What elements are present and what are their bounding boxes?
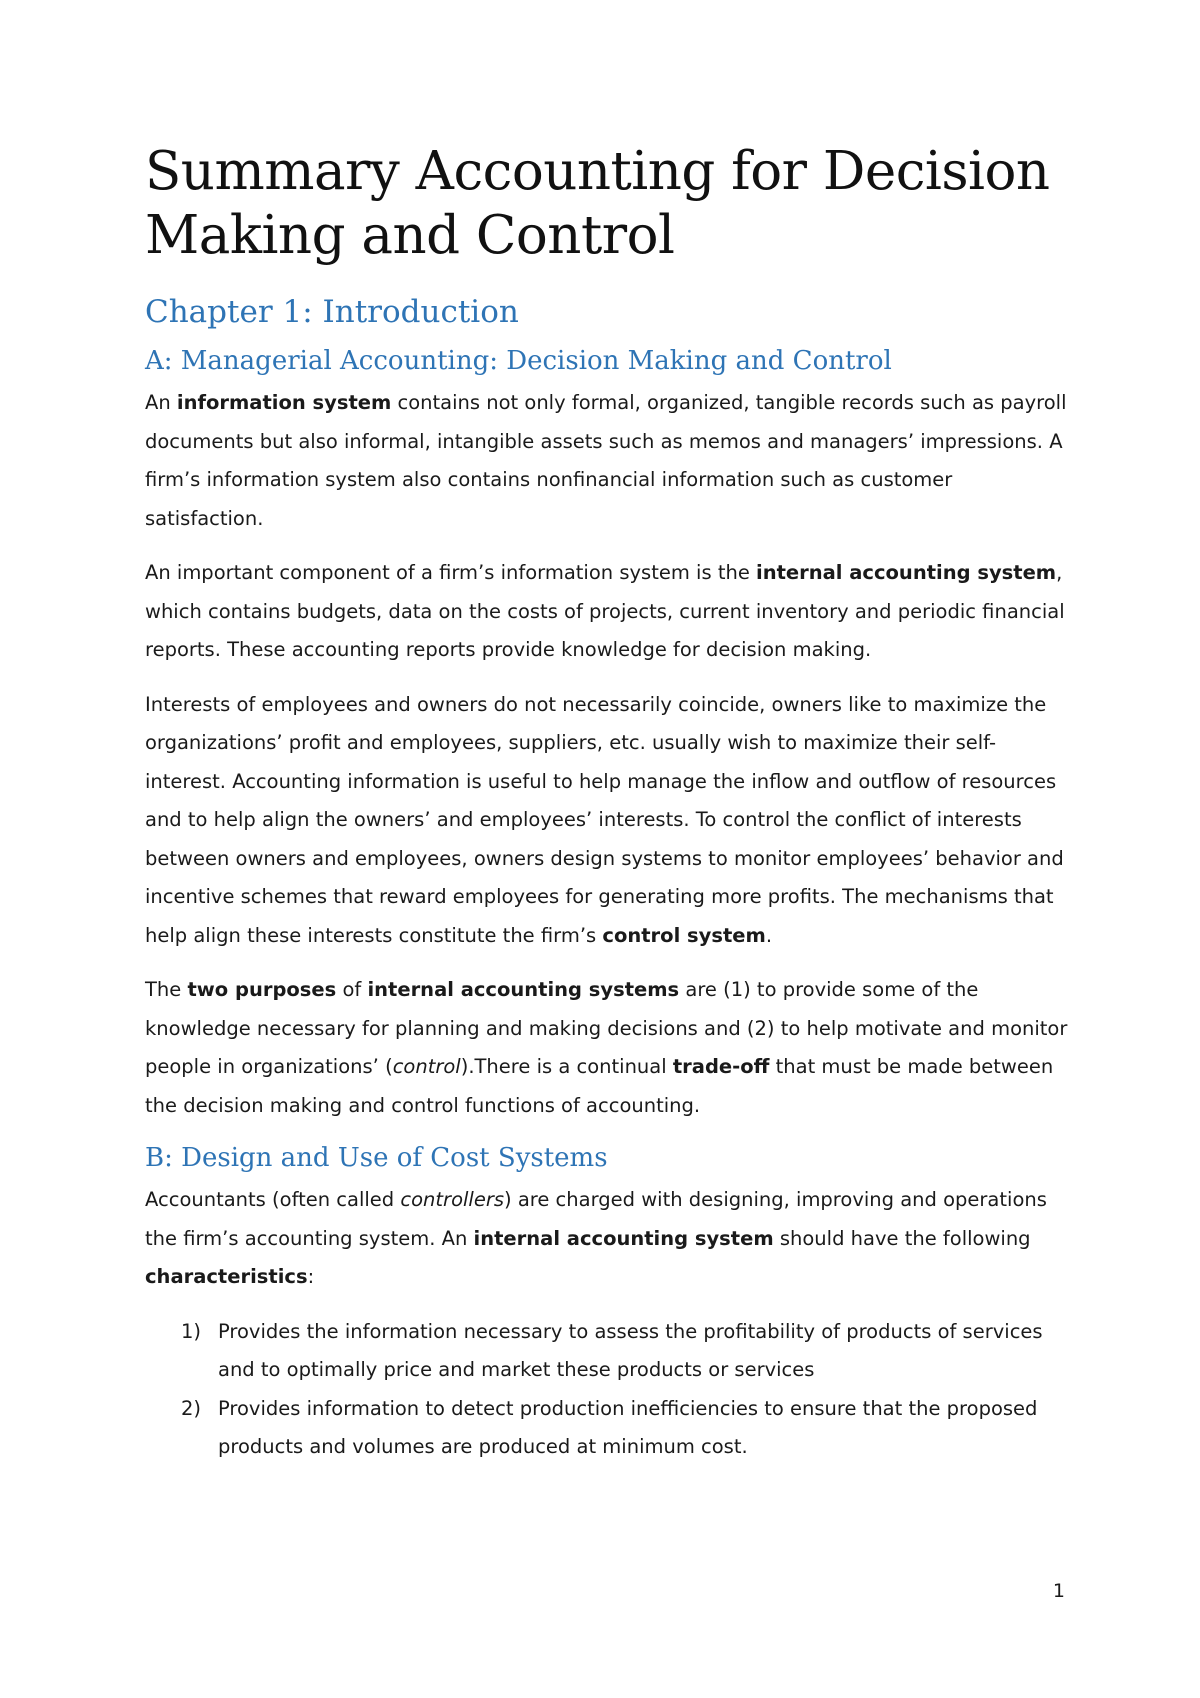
section-a-paragraph-1: An information system contains not only formal, organized, tangible records such as payroll documents but also informal, intangible assets such as memos and managers’ impressions. A firm’s information system also contains nonfinancial information such as customer satisfaction. (145, 391, 1067, 530)
list-item (145, 1313, 1070, 1390)
term-control-system: control system (602, 923, 766, 947)
term-control: control (392, 1055, 461, 1078)
characteristics-list (145, 1313, 1070, 1467)
term-trade-off: trade-off (672, 1055, 770, 1078)
section-a-heading: A: Managerial Accounting: Decision Making and Control (145, 346, 892, 376)
term-internal-accounting-system-b: internal accounting system (473, 1226, 774, 1250)
term-information-system: information system (176, 391, 392, 414)
section-a-paragraph-3: Interests of employees and owners do not necessarily coincide, owners like to maximize the organizations’ profit and employees, suppliers, etc. usually wish to maximize their self-interest. Accounting information is useful to help manage the inflow and outflow of resources and to help align the owners’ and employees’ interests. To control the conflict of interests between owners and employees, owners design systems to monitor employees’ behavior and incentive schemes that reward employees for generating more profits. The mechanisms that help align these interests constitute the firm’s control system. (145, 692, 1064, 947)
term-controllers: controllers (400, 1188, 505, 1211)
list-item (145, 1390, 1070, 1467)
page-number: 1 (1052, 1580, 1065, 1602)
list-item-text: Provides information to detect production inefficiencies to ensure that the proposed products and volumes are produced at minimum cost. (218, 1396, 1038, 1458)
section-b-paragraph-1: Accountants (often called controllers) are charged with designing, improving and operations the firm’s accounting system. An internal accounting system should have the following characteristics: (145, 1188, 1047, 1288)
list-item-number: 1) (181, 1319, 202, 1343)
term-two-purposes: two purposes (187, 978, 337, 1001)
chapter-heading: Chapter 1: Introduction (145, 294, 519, 330)
term-internal-accounting-systems: internal accounting systems (367, 978, 680, 1001)
section-a-paragraph-2: An important component of a firm’s information system is the internal accounting system, which contains budgets, data on the costs of projects, current inventory and periodic financial reports. These accounting reports provide knowledge for decision making. (145, 561, 1065, 661)
term-internal-accounting-system: internal accounting system (756, 561, 1057, 584)
term-characteristics: characteristics (145, 1265, 308, 1288)
section-a-paragraph-4: The two purposes of internal accounting systems are (1) to provide some of the knowledge necessary for planning and making decisions and (2) to help motivate and monitor people in organizations’ (control).There is a continual trade-off that must be made between the decision making and control functions of accounting. (145, 978, 1068, 1117)
document-title: Summary Accounting for Decision Making and Control (145, 141, 1050, 266)
list-item-number: 2) (181, 1396, 202, 1420)
list-item-text: Provides the information necessary to assess the profitability of products of services and to optimally price and market these products or services (218, 1319, 1043, 1381)
section-b-heading: B: Design and Use of Cost Systems (145, 1143, 608, 1173)
